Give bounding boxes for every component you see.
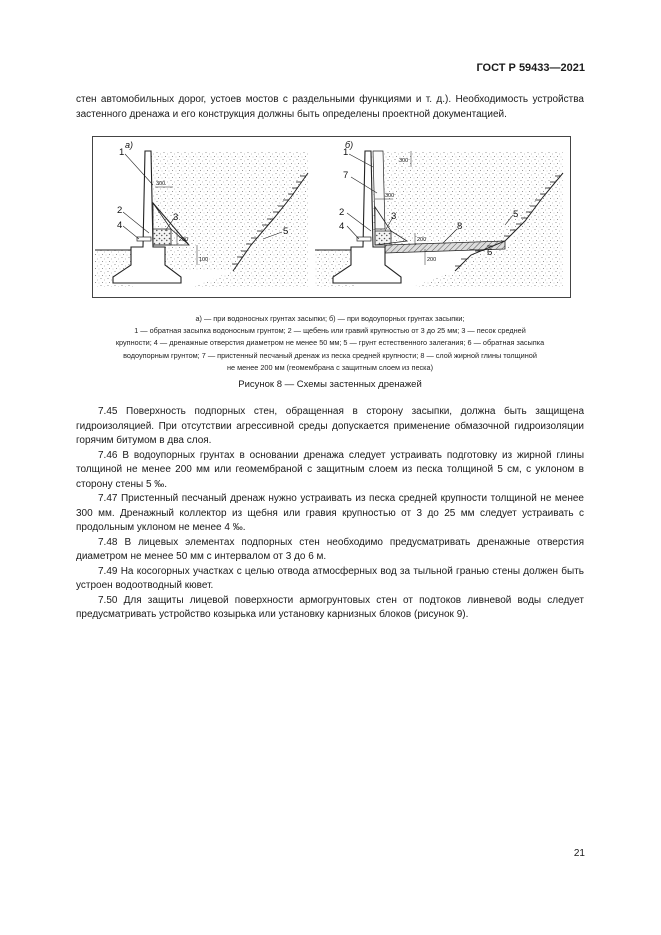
paragraph-7-45: 7.45 Поверхность подпорных стен, обращенная в сторону засыпки, должна быть защищена гидроизоляцией. При отсутствии агрессивной среды допускается применение обмазочной гидроизоляции горячим битумом в два слоя. — [76, 406, 584, 446]
panel-b-label: б) — [345, 140, 354, 150]
intro-paragraph: стен автомобильных дорог, устоев мостов с раздельными функциями и т. д.). Необходимость устройства застенного дренажа и его конструкция должны быть определены проектной документацией. — [76, 94, 584, 120]
callout-b-5: 5 — [513, 209, 519, 220]
figure-caption: Рисунок 8 — Схемы застенных дренажей — [238, 379, 422, 390]
panel-b-drawing — [315, 140, 563, 287]
legend-line: а) — при водоносных грунтах засыпки; б) — при водоупорных грунтах засыпки; — [195, 314, 465, 323]
callout-b-4: 4 — [339, 221, 345, 232]
dim-a-100: 100 — [199, 257, 209, 263]
dim-b-300-top: 300 — [399, 158, 409, 164]
callout-b-6: 6 — [487, 247, 493, 258]
paragraph-7-46: 7.46 В водоупорных грунтах в основании дренажа следует устраивать подготовку из жирной глины толщиной не менее 200 мм или геомембраной с защитным слоем из песка толщиной 5 см, с уклоном в сторону стены 5 ‰. — [76, 449, 584, 490]
callout-a-3: 3 — [173, 212, 179, 223]
dim-b-300: 300 — [385, 193, 395, 199]
page-number: 21 — [573, 848, 585, 859]
paragraph-7-50: 7.50 Для защиты лицевой поверхности армогрунтовых стен от подтоков ливневой воды следует предусматривать устройство козырька или установку карнизных блоков (рисунок 9). — [76, 594, 584, 620]
panel-a-drawing — [95, 140, 308, 287]
callout-b-7: 7 — [343, 170, 349, 181]
body-text — [76, 405, 584, 623]
panel-a-label: а) — [125, 140, 134, 150]
paragraph-7-47: 7.47 Пристенный песчаный дренаж нужно устраивать из песка средней крупности толщиной не менее 300 мм. Дренажный коллектор из щебня или гравия крупностью от 3 до 25 мм следует устраивать с продольным уклоном не менее 4 ‰. — [76, 493, 584, 533]
callout-a-2: 2 — [117, 205, 123, 216]
dim-b-200-bottom: 200 — [427, 257, 437, 263]
callout-b-3: 3 — [391, 211, 397, 222]
figure-drainage-schemes — [92, 136, 571, 298]
callout-b-8: 8 — [457, 221, 463, 232]
legend-line: водоупорным грунтом; 7 — пристенный песчаный дренаж из песка средней крупности; 8 — слой жирной глины толщиной — [123, 350, 537, 360]
dim-a-200: 200 — [179, 237, 189, 243]
figure-legend — [76, 313, 584, 374]
paragraph-7-49: 7.49 На косогорных участках с целью отвода атмосферных вод за тыльной гранью стены должен быть устроен водоотводный кювет. — [76, 565, 584, 591]
paragraph-7-48: 7.48 В лицевых элементах подпорных стен необходимо предусматривать дренажные отверстия диаметром не менее 50 мм с интервалом от 3 до 6 м. — [76, 536, 584, 562]
callout-b-1: 1 — [343, 147, 349, 158]
callout-a-4: 4 — [117, 220, 123, 231]
standard-designation: ГОСТ Р 59433—2021 — [476, 62, 585, 74]
legend-line: крупности; 4 — дренажные отверстия диаметром не менее 50 мм; 5 — грунт естественного залегания; 6 — обратная засыпка — [115, 338, 545, 348]
dim-a-300: 300 — [156, 181, 166, 187]
dim-b-200: 200 — [417, 237, 427, 243]
callout-a-5: 5 — [283, 226, 289, 237]
callout-a-1: 1 — [119, 147, 125, 158]
legend-line: 1 — обратная засыпка водоносным грунтом; 2 — щебень или гравий крупностью от 3 до 25 мм; 3 — песок средней — [134, 326, 526, 336]
legend-line: не менее 200 мм (геомембрана с защитным слоем из песка) — [226, 362, 433, 372]
callout-b-2: 2 — [339, 207, 345, 218]
